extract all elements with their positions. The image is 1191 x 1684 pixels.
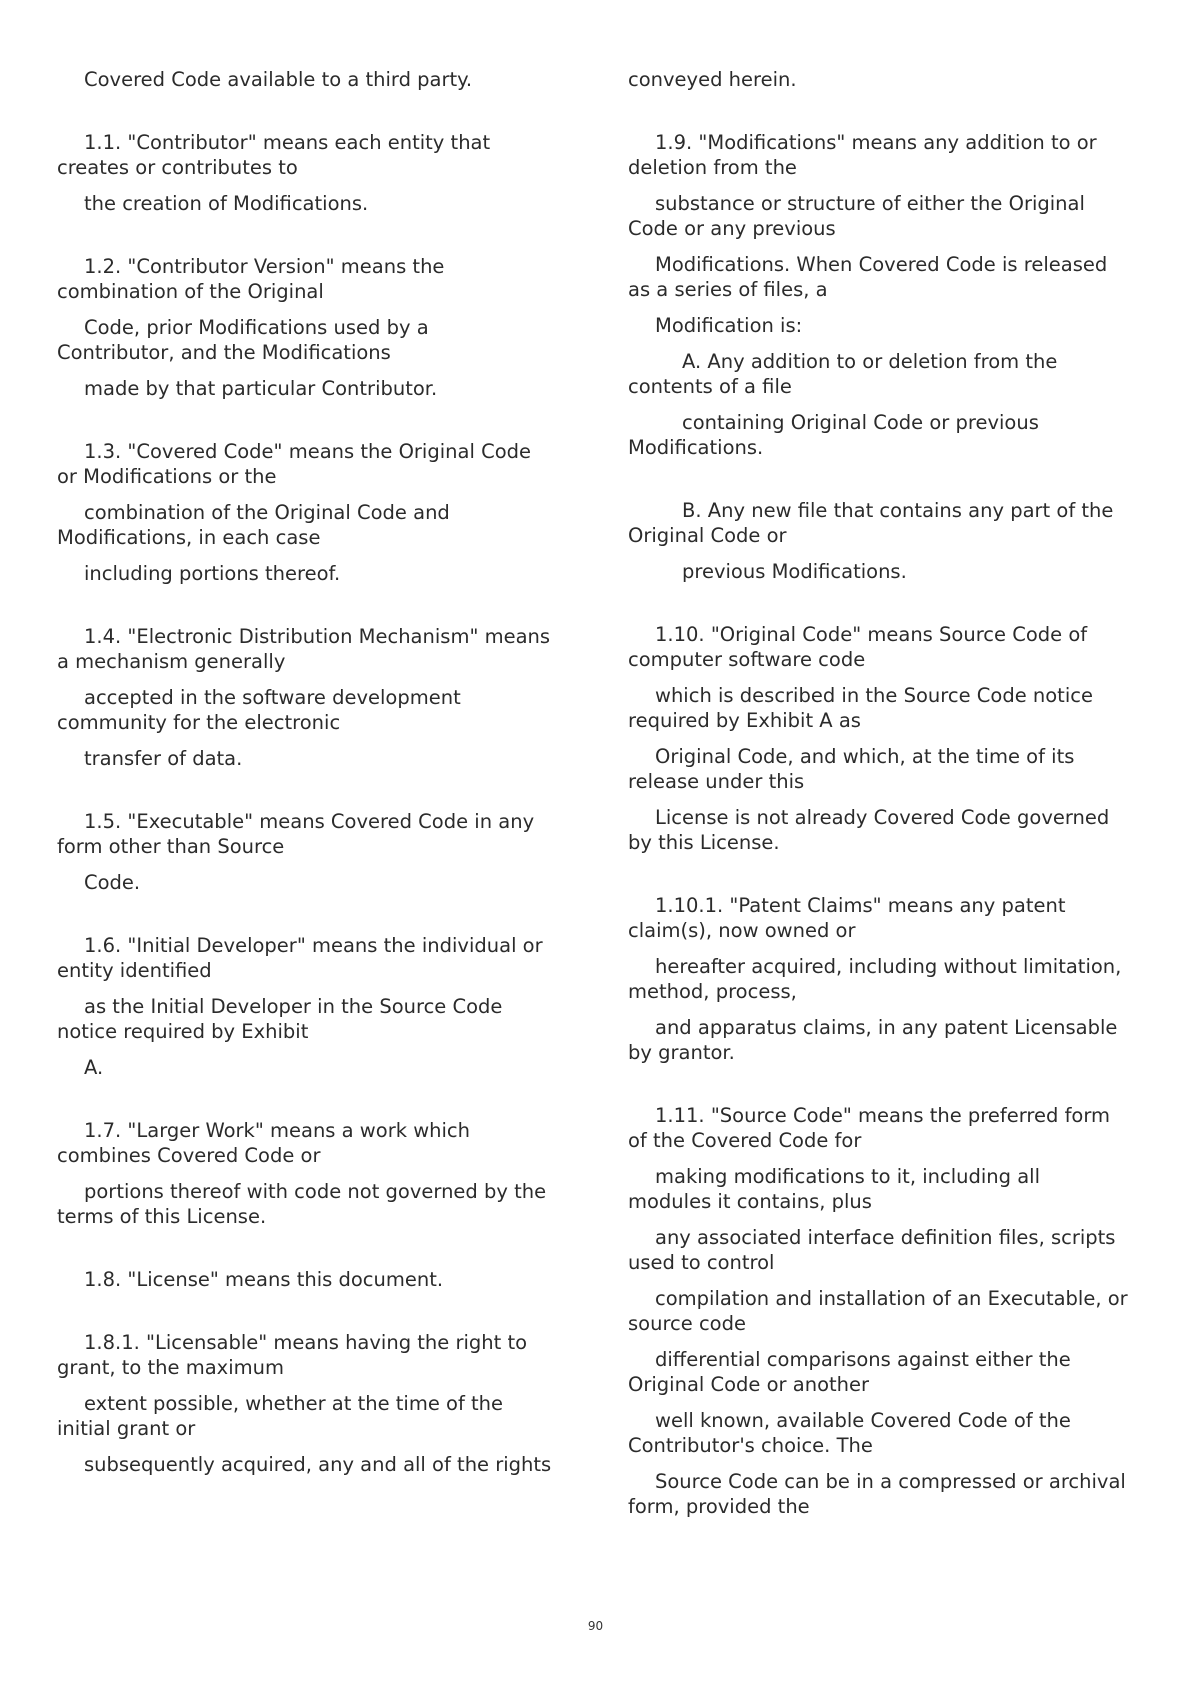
paragraph: Modifications. When Covered Code is released as a series of files, a xyxy=(628,253,1108,301)
paragraph: 1.3. "Covered Code" means the Original Code or Modifications or the xyxy=(57,440,531,488)
paragraph: 1.6. "Initial Developer" means the individual or entity identified xyxy=(57,934,543,982)
paragraph: Source Code can be in a compressed or archival form, provided the xyxy=(628,1470,1126,1518)
paragraph: extent possible, whether at the time of the initial grant or xyxy=(57,1392,504,1440)
paragraph: 1.7. "Larger Work" means a work which combines Covered Code or xyxy=(57,1119,471,1167)
paragraph: combination of the Original Code and Modifications, in each case xyxy=(57,501,450,549)
paragraph: and apparatus claims, in any patent Licensable by grantor. xyxy=(628,1016,1118,1064)
paragraph: compilation and installation of an Executable, or source code xyxy=(628,1287,1128,1335)
paragraph: A. Any addition to or deletion from the contents of a file xyxy=(628,350,1058,398)
left-column xyxy=(57,67,552,1488)
paragraph: B. Any new file that contains any part of the Original Code or xyxy=(628,499,1114,547)
paragraph: including portions thereof. xyxy=(84,562,341,585)
paragraph: 1.8.1. "Licensable" means having the right to grant, to the maximum xyxy=(57,1331,528,1379)
paragraph: 1.9. "Modifications" means any addition to or deletion from the xyxy=(628,131,1097,179)
paragraph: the creation of Modifications. xyxy=(84,192,369,215)
paragraph: differential comparisons against either the Original Code or another xyxy=(628,1348,1071,1396)
paragraph: made by that particular Contributor. xyxy=(84,377,438,400)
paragraph: Covered Code available to a third party. xyxy=(84,68,473,91)
paragraph: making modifications to it, including all modules it contains, plus xyxy=(628,1165,1041,1213)
paragraph: well known, available Covered Code of the Contributor's choice. The xyxy=(628,1409,1071,1457)
paragraph: A. xyxy=(84,1056,104,1079)
paragraph: 1.10. "Original Code" means Source Code of computer software code xyxy=(628,623,1088,671)
paragraph: 1.10.1. "Patent Claims" means any patent claim(s), now owned or xyxy=(628,894,1066,942)
paragraph: 1.5. "Executable" means Covered Code in any form other than Source xyxy=(57,810,535,858)
paragraph: accepted in the software development community for the electronic xyxy=(57,686,461,734)
paragraph: as the Initial Developer in the Source Code notice required by Exhibit xyxy=(57,995,503,1043)
paragraph: conveyed herein. xyxy=(628,68,797,91)
paragraph: hereafter acquired, including without limitation, method, process, xyxy=(628,955,1122,1003)
paragraph: any associated interface definition files, scripts used to control xyxy=(628,1226,1116,1274)
paragraph: substance or structure of either the Original Code or any previous xyxy=(628,192,1085,240)
paragraph: Code, prior Modifications used by a Contributor, and the Modifications xyxy=(57,316,429,364)
paragraph: 1.4. "Electronic Distribution Mechanism" means a mechanism generally xyxy=(57,625,551,673)
paragraph: Code. xyxy=(84,871,141,894)
paragraph: which is described in the Source Code notice required by Exhibit A as xyxy=(628,684,1093,732)
paragraph: Modification is: xyxy=(655,314,803,337)
paragraph: 1.11. "Source Code" means the preferred form of the Covered Code for xyxy=(628,1104,1111,1152)
paragraph: portions thereof with code not governed by the terms of this License. xyxy=(57,1180,547,1228)
page-number: 90 xyxy=(587,1619,604,1633)
paragraph: 1.2. "Contributor Version" means the combination of the Original xyxy=(57,255,445,303)
paragraph: containing Original Code or previous Modifications. xyxy=(628,411,1039,459)
paragraph: previous Modifications. xyxy=(682,560,907,583)
right-column xyxy=(628,67,1128,1530)
paragraph: subsequently acquired, any and all of the rights xyxy=(84,1453,552,1476)
paragraph: Original Code, and which, at the time of its release under this xyxy=(628,745,1075,793)
paragraph: License is not already Covered Code governed by this License. xyxy=(628,806,1110,854)
paragraph: 1.1. "Contributor" means each entity that creates or contributes to xyxy=(57,131,491,179)
paragraph: transfer of data. xyxy=(84,747,243,770)
paragraph: 1.8. "License" means this document. xyxy=(84,1268,444,1291)
